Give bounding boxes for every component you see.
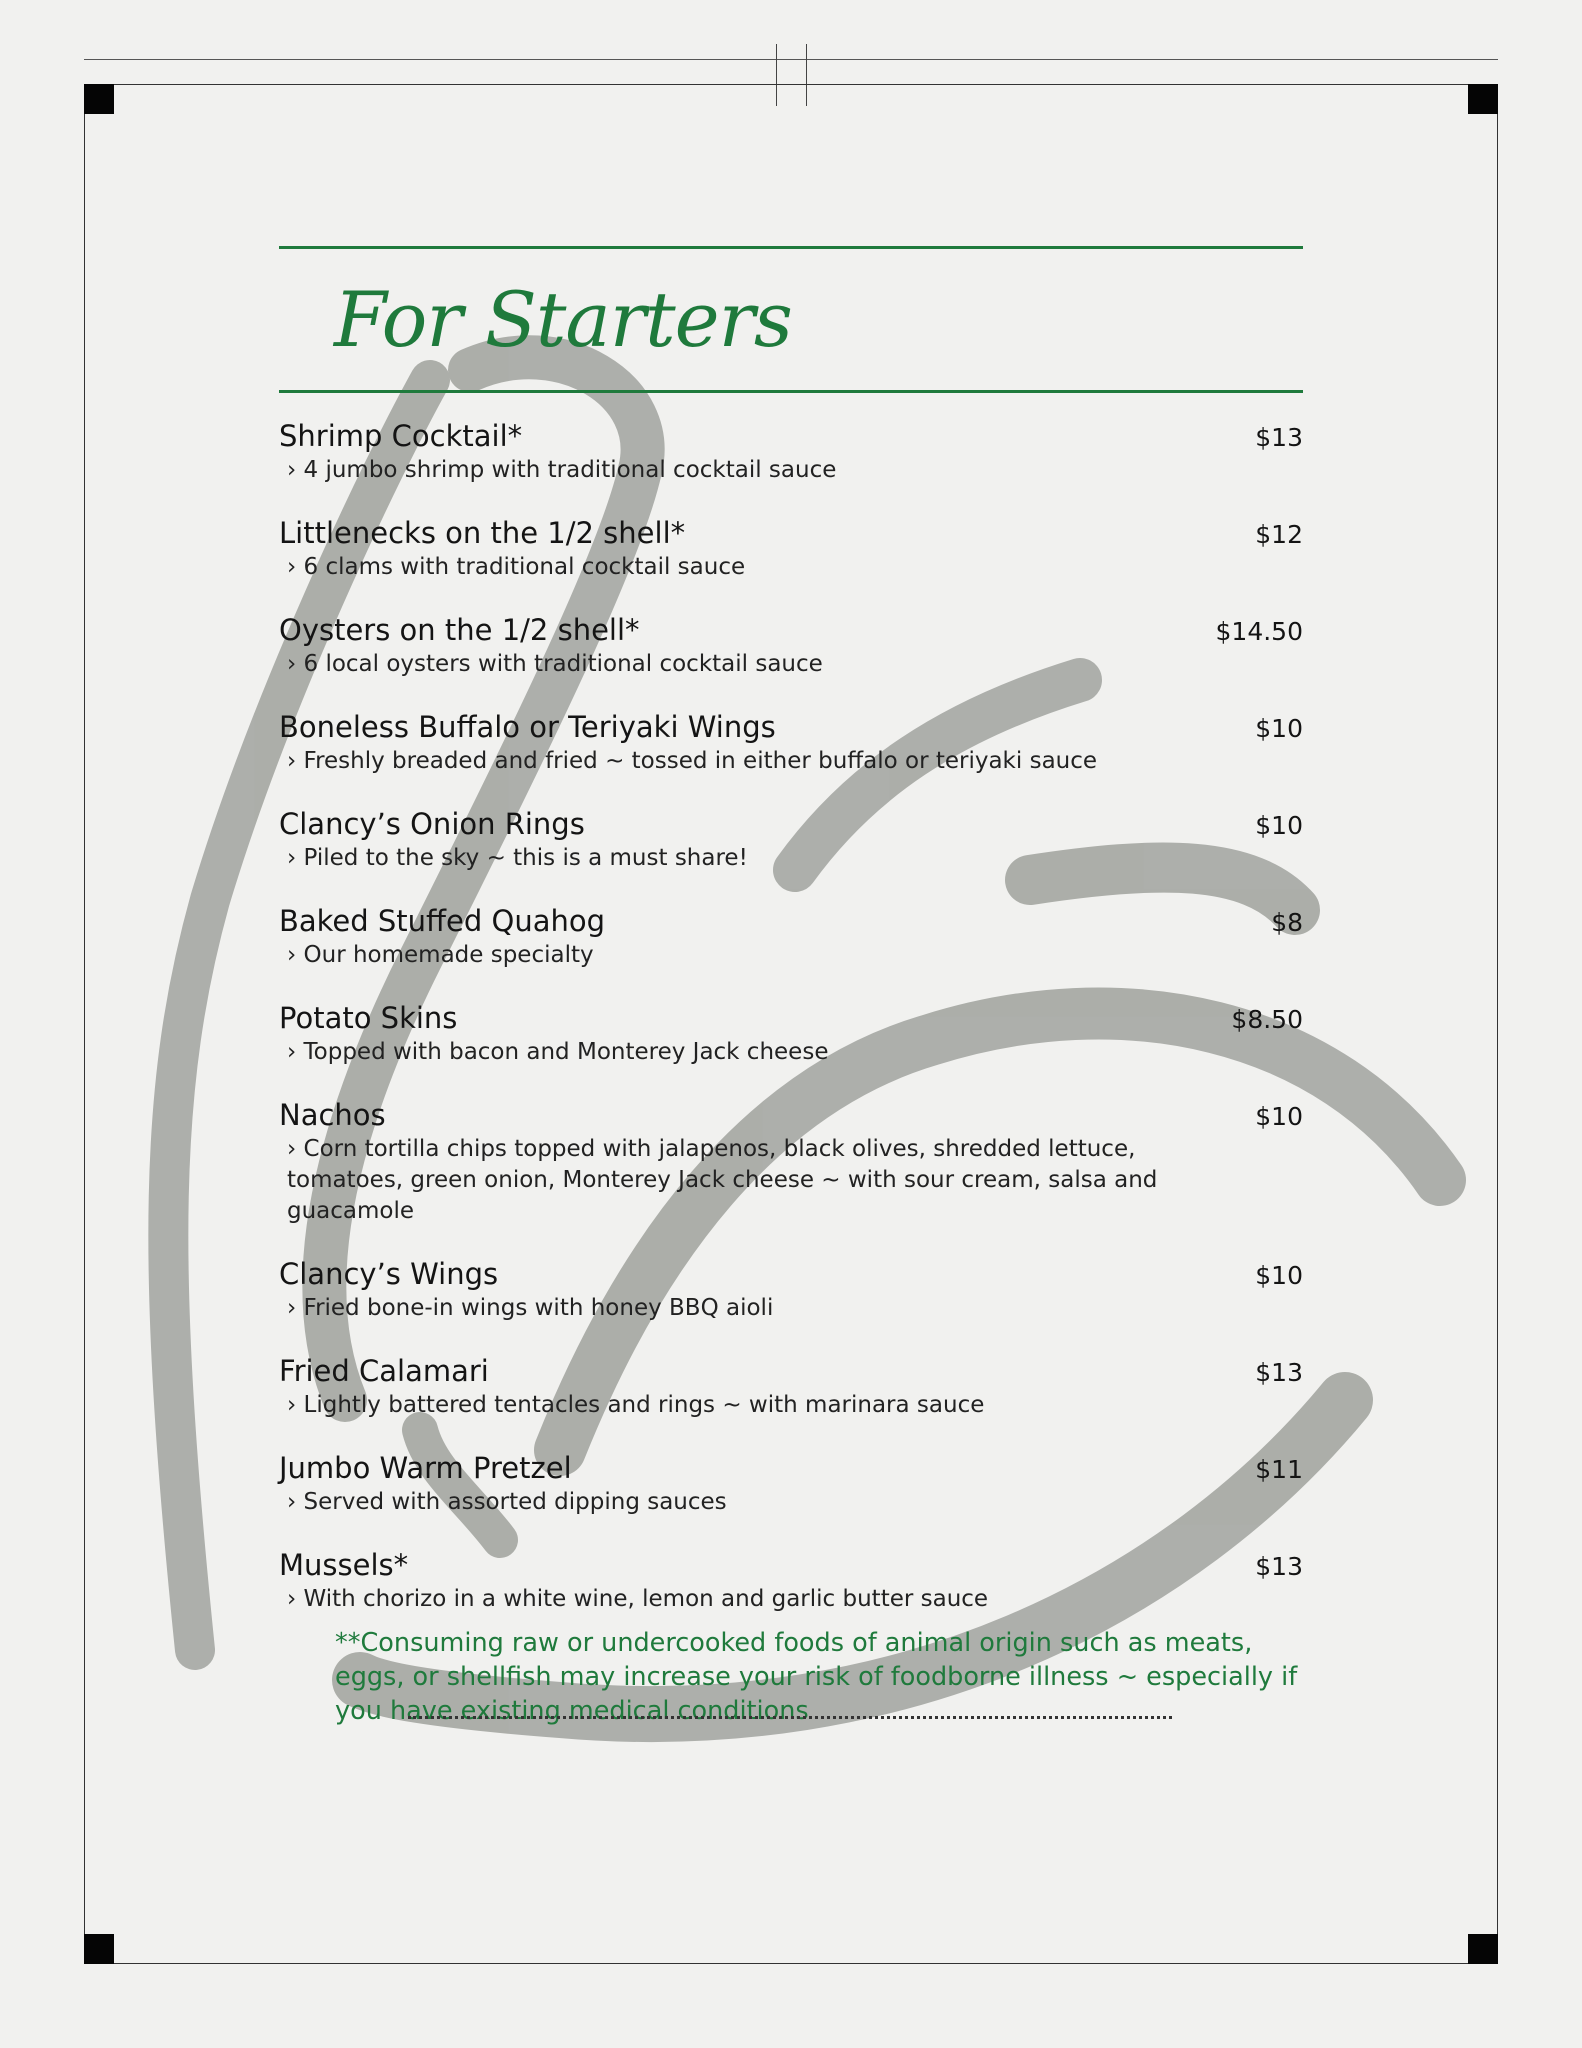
menu-item-description: › Piled to the sky ~ this is a must share! [287,845,748,871]
menu-item [279,1548,1303,1615]
menu-item-name: Potato Skins [279,1001,458,1035]
menu-item [279,1001,1303,1068]
menu-item-price: $13 [1255,1358,1303,1387]
menu-item-price: $13 [1255,1552,1303,1581]
title-rule-bottom [279,390,1303,393]
menu-item-price: $10 [1255,811,1303,840]
menu-item [279,807,1303,874]
menu-item-price: $10 [1255,1102,1303,1131]
menu-item-header [279,1098,1303,1134]
menu-item-name: Fried Calamari [279,1354,489,1388]
menu-item [279,904,1303,971]
menu-item-description: › Corn tortilla chips topped with jalapenos, black olives, shredded lettuce, tomatoes, green onion, Monterey Jack cheese ~ with sour cream, salsa and guacamole [287,1136,1158,1224]
corner-mark-bottom-left [84,1934,114,1964]
menu-item-price: $13 [1255,423,1303,452]
corner-mark-top-left [84,84,114,114]
menu-item-description: › Topped with bacon and Monterey Jack cheese [287,1039,829,1065]
menu-item-price: $10 [1255,714,1303,743]
menu-item-header [279,1354,1303,1390]
menu-item-header [279,516,1303,552]
menu-item-header [279,1257,1303,1293]
menu-item-description: › Served with assorted dipping sauces [287,1489,727,1515]
menu-item [279,1451,1303,1518]
menu-item-header [279,419,1303,455]
menu-item-price: $12 [1255,520,1303,549]
menu-item-header [279,613,1303,649]
menu-item-name: Jumbo Warm Pretzel [279,1451,572,1485]
menu-item [279,516,1303,583]
menu-item-description: › 6 clams with traditional cocktail sauce [287,554,746,580]
menu-item-header [279,1548,1303,1584]
menu-item-price: $10 [1255,1261,1303,1290]
menu-item-name: Oysters on the 1/2 shell* [279,613,640,647]
menu-item-name: Boneless Buffalo or Teriyaki Wings [279,710,776,744]
menu-item-price: $14.50 [1215,617,1303,646]
corner-mark-bottom-right [1468,1934,1498,1964]
food-safety-notice: **Consuming raw or undercooked foods of animal origin such as meats, eggs, or shellfish may increase your risk of foodborne illness ~ especially if you have existing medical conditions [335,1628,1298,1726]
menu-item-price: $8.50 [1231,1005,1303,1034]
top-crop-line [84,59,1498,60]
menu-item-description: › 4 jumbo shrimp with traditional cocktail sauce [287,457,837,483]
menu-item-price: $8 [1271,908,1303,937]
menu-item-name: Clancy’s Onion Rings [279,807,585,841]
section-title: For Starters [334,275,792,364]
menu-item [279,613,1303,680]
menu-item-description: › Lightly battered tentacles and rings ~ with marinara sauce [287,1392,985,1418]
menu-item [279,419,1303,486]
menu-items [279,419,1303,1615]
menu-section [279,246,1303,1645]
menu-item-name: Baked Stuffed Quahog [279,904,606,938]
menu-item [279,710,1303,777]
menu-item-header [279,807,1303,843]
menu-item-description: › With chorizo in a white wine, lemon and garlic butter sauce [287,1586,989,1612]
dotted-divider [408,1716,1172,1719]
menu-item-header [279,1001,1303,1037]
menu-item-name: Clancy’s Wings [279,1257,499,1291]
menu-item [279,1257,1303,1324]
menu-item-header [279,710,1303,746]
menu-item-name: Mussels* [279,1548,409,1582]
menu-item-header [279,904,1303,940]
menu-item-name: Nachos [279,1098,386,1132]
menu-item-price: $11 [1255,1455,1303,1484]
menu-item-description: › Freshly breaded and fried ~ tossed in either buffalo or teriyaki sauce [287,748,1098,774]
menu-item [279,1354,1303,1421]
menu-item-header [279,1451,1303,1487]
menu-item [279,1098,1303,1227]
menu-item-name: Littlenecks on the 1/2 shell* [279,516,686,550]
menu-item-description: › Our homemade specialty [287,942,594,968]
corner-mark-top-right [1468,84,1498,114]
menu-item-name: Shrimp Cocktail* [279,419,523,453]
menu-item-description: › Fried bone-in wings with honey BBQ aioli [287,1295,774,1321]
menu-item-description: › 6 local oysters with traditional cocktail sauce [287,651,823,677]
title-rule-top [279,246,1303,249]
